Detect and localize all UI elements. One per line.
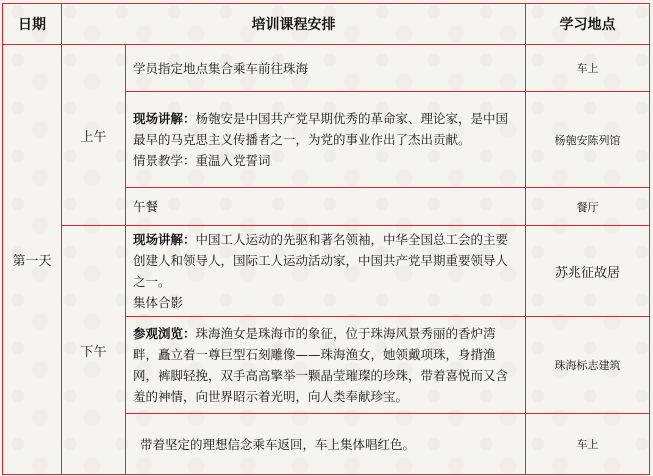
row-place: 车上 <box>526 45 650 92</box>
row-content <box>126 226 526 317</box>
row-content <box>126 414 526 475</box>
row-place: 杨匏安陈列馆 <box>526 92 650 188</box>
training-schedule-table <box>2 3 650 475</box>
row-text: 中国工人运动的先驱和著名领袖，中华全国总工会的主要创建人和领导人，国际工人运动活动家，中国共产党早期重要领导人之一。 <box>133 232 509 289</box>
row-text: 杨匏安是中国共产党早期优秀的革命家、理论家，是中国最早的马克思主义传播者之一，为党的事业作出了杰出贡献。 <box>133 111 509 147</box>
row-place: 车上 <box>526 414 650 475</box>
table-row <box>3 45 650 92</box>
row-place: 餐厅 <box>526 188 650 226</box>
header-course: 培训课程安排 <box>62 4 526 45</box>
row-content <box>126 188 526 226</box>
table-row <box>3 226 650 317</box>
row-text: 午餐 <box>133 199 159 214</box>
morning-cell: 上午 <box>62 45 126 226</box>
row-content <box>126 45 526 92</box>
row-text: 带着坚定的理想信念乘车返回，车上集体唱红色。 <box>140 436 416 452</box>
header-date: 日期 <box>3 4 62 45</box>
row-bold-label: 现场讲解： <box>133 111 196 126</box>
row-content <box>126 317 526 414</box>
afternoon-cell: 下午 <box>62 226 126 475</box>
row-place: 珠海标志建筑 <box>526 317 650 414</box>
row-content <box>126 92 526 188</box>
row-extra: 情景教学：重温入党誓词 <box>133 153 271 168</box>
header-place: 学习地点 <box>526 4 650 45</box>
row-text: 珠海渔女是珠海市的象征，位于珠海风景秀丽的香炉湾畔，矗立着一尊巨型石刻雕像——珠海渔女，她领戴项珠，身揹渔网，裤脚轻挽，双手高高擎举一颗晶莹璀璨的珍珠，带着喜悦而又含羞的神情，向世界昭示着光明，向人类奉献珍宝。 <box>133 326 509 404</box>
row-bold-label: 现场讲解： <box>133 232 196 247</box>
row-extra: 集体合影 <box>133 295 184 310</box>
day-cell: 第一天 <box>3 45 62 475</box>
row-text: 学员指定地点集合乘车前往珠海 <box>133 60 309 76</box>
row-place: 苏兆征故居 <box>526 226 650 317</box>
header-row <box>3 4 650 45</box>
row-bold-label: 参观浏览： <box>133 326 196 341</box>
